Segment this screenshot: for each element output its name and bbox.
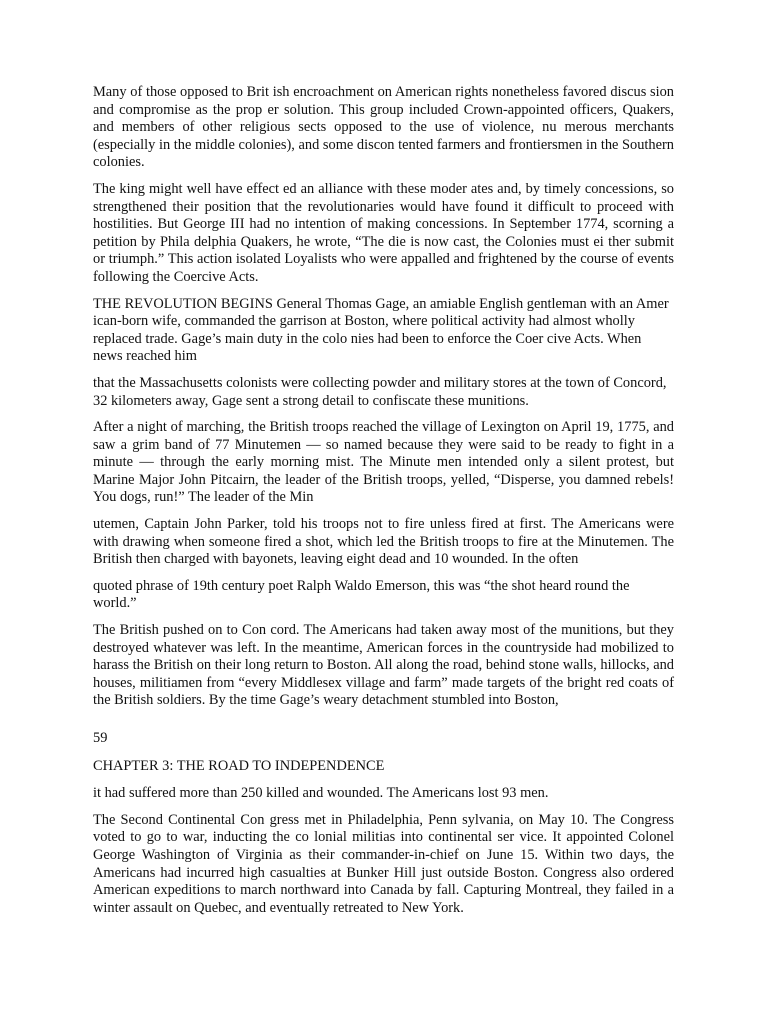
paragraph-king-concessions: The king might well have effect ed an alliance with these moder ates and, by timely concessions, so strengthened their position that the revolutionaries would have found it difficult to proceed with hostilities. But George III had no intention of making concessions. In September 1774, scorning a petition by Phila delphia Quakers, he wrote, “The die is now cast, the Colonies must ei ther submit or triumph.” This action isolated Loyalists who were appalled and frightened by the course of events following the Coercive Acts. <box>93 180 674 285</box>
paragraph-british-concord: The British pushed on to Con cord. The Americans had taken away most of the munitions, but they destroyed whatever was left. In the meantime, American forces in the countryside had mobilized to harass the British on their long return to Boston. All along the road, behind stone walls, hillocks, and houses, militiamen from “every Middlesex village and farm” made targets of the bright red coats of the British soldiers. By the time Gage’s weary detachment stumbled into Boston, <box>93 622 674 709</box>
page-number: 59 <box>93 730 108 746</box>
paragraph-concord-munitions: that the Massachusetts colonists were collecting powder and military stores at the town of Concord, 32 kilometers away, Gage sent a strong detail to confiscate these munitions. <box>93 374 667 409</box>
paragraph-continental-congress: The Second Continental Con gress met in Philadelphia, Penn sylvania, on May 10. The Congress voted to go to war, inducting the co lonial militias into continental ser vice. It appointed Colonel George Washington of Virginia as their commander-in-chief on June 15. Within two days, the Americans had incurred high casualties at Bunker Hill just outside Boston. Congress also ordered American expeditions to march northward into Canada by fall. Capturing Montreal, they failed in a winter assault on Quebec, and eventually retreated to New York. <box>93 811 674 916</box>
paragraph-opponents-compromise: Many of those opposed to Brit ish encroachment on American rights nonetheless favored discus sion and compromise as the prop er solution. This group included Crown-appointed officers, Quakers, and members of other religious sects opposed to the use of violence, nu merous merchants (especially in the middle colonies), and some discon tented farmers and frontiersmen in the Southern colonies. <box>93 84 674 171</box>
paragraph-minutemen-parker: utemen, Captain John Parker, told his troops not to fire unless fired at first. The Americans were with drawing when someone fired a shot, which led the British troops to fire at the Minutemen. The British then charged with bayonets, leaving eight dead and 10 wounded. In the often <box>93 516 674 568</box>
paragraph-lexington: After a night of marching, the British troops reached the village of Lexington on April 19, 1775, and saw a grim band of 77 Minutemen — so named because they were said to be ready to fight in a minute — through the early morning mist. The Minute men intended only a silent protest, but Marine Major John Pitcairn, the leader of the British troops, yelled, “Disperse, you damned rebels! You dogs, run!” The leader of the Min <box>93 419 674 506</box>
paragraph-emerson-quote: quoted phrase of 19th century poet Ralph Waldo Emerson, this was “the shot heard round the world.” <box>93 577 630 612</box>
paragraph-revolution-begins: THE REVOLUTION BEGINS General Thomas Gage, an amiable English gentleman with an Amer ican-born wife, commanded the garrison at Boston, where political activity had almost wholly replaced trade. Gage’s main duty in the colo nies had been to enforce the Coer cive Acts. When news reached him <box>93 295 669 365</box>
paragraph-casualties: it had suffered more than 250 killed and wounded. The Americans lost 93 men. <box>93 785 549 802</box>
document-page <box>93 84 674 926</box>
chapter-heading: CHAPTER 3: THE ROAD TO INDEPENDENCE <box>93 757 385 774</box>
